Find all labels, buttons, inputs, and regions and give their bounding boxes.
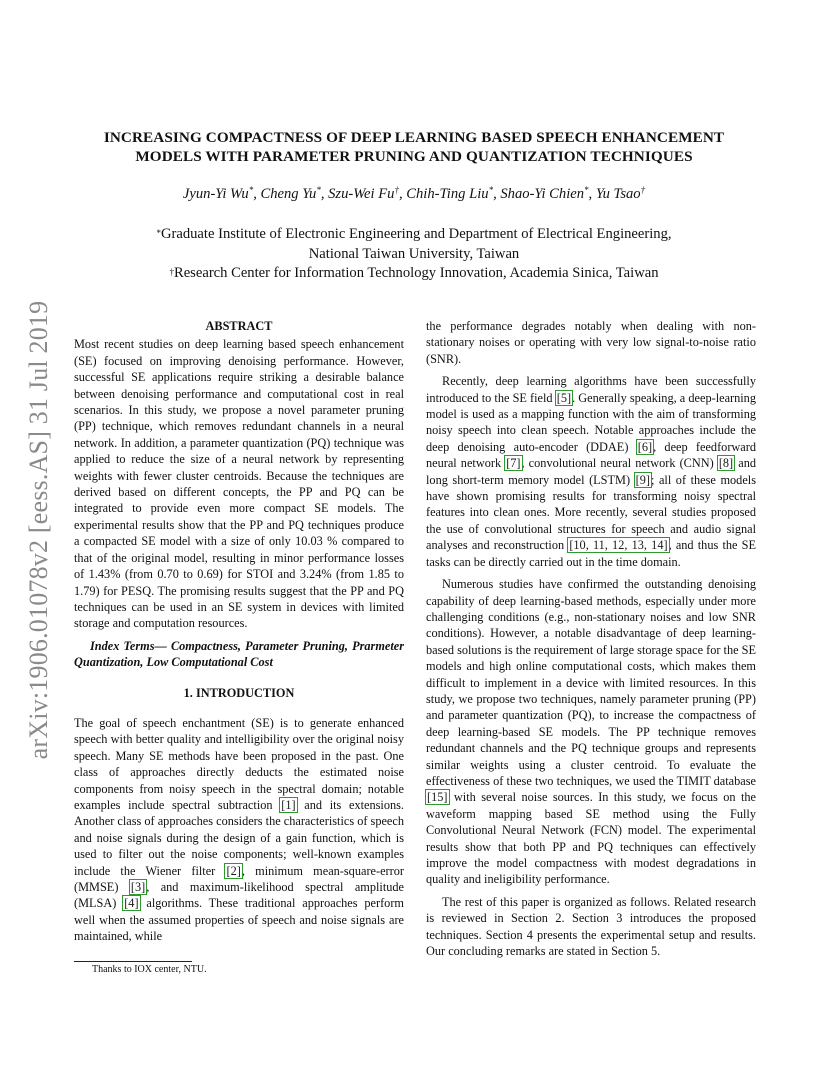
author-mark: † [640, 185, 646, 195]
footnote-rule [74, 961, 192, 962]
right-column [426, 318, 756, 959]
intro-heading: 1. INTRODUCTION [183, 685, 295, 700]
citation-link[interactable]: [2] [226, 863, 241, 878]
paragraph-text: , and thus the SE tasks can be directly carried out in the time domain. [426, 538, 756, 569]
intro-paragraph-1 [74, 715, 404, 945]
author-list: Jyun-Yi Wu*, Cheng Yu*, Szu-Wei Fu†, Chih-Ting Liu*, Shao-Yi Chien*, Yu Tsao† [182, 185, 646, 202]
index-terms-text: Compactness, Parameter Pruning, Prarmeter Quantization, Low Computational Cost [74, 638, 405, 670]
author-name: Shao-Yi Chien [500, 186, 585, 202]
citation-link[interactable]: [8] [718, 456, 734, 471]
paragraph-text: . Generally speaking, a deep-learning model is used as a mapping function with the aim of transforming noisy speech into clean speech. Notable approaches include the deep denoising auto-encoder (DDAE) [426, 390, 756, 454]
citation-link[interactable]: [9] [635, 472, 650, 487]
author-name: Cheng Yu [260, 186, 317, 202]
citation-link[interactable]: [5] [556, 390, 572, 405]
paragraph-text: Recently, deep learning algorithms have been successfully introduced to the SE field [426, 374, 756, 405]
paragraph-text: with several noise sources. In this study, we focus on the waveform mapping based SE method using the Fully Convolutional Neural Network (FCN) model. The experimental results show that both PP and PQ techniques can effectively improve the model compactness with modest degradations in quality and ineligibility performance. [426, 790, 756, 887]
author-name: Yu Tsao [595, 186, 641, 202]
author-mark: * [584, 185, 589, 195]
intro-paragraph-2 [426, 373, 756, 570]
intro-paragraph-1-continued: the performance degrades notably when dealing with non-stationary noises or operating with very low signal-to-noise ratio (SNR). [426, 319, 756, 366]
author-mark: * [316, 185, 321, 195]
author-name: Jyun-Yi Wu [182, 186, 249, 202]
title-line-2: MODELS WITH PARAMETER PRUNING AND QUANTIZATION TECHNIQUES [135, 148, 693, 165]
paragraph-text: algorithms. These traditional approaches perform well when the assumed properties of speech and noise signals are maintained, while [74, 896, 404, 944]
paragraph-text: , deep feedforward neural network [426, 439, 757, 471]
intro-paragraph-3 [426, 576, 756, 888]
affiliation-1-line-2: National Taiwan University, Taiwan [308, 245, 520, 262]
paragraph-text: Numerous studies have confirmed the outstanding denoising capability of deep learning-based methods, especially under more challenging conditions (e.g., non-stationary noises and low SNR conditions). However, a notable disadvantage of deep learning-based solutions is the requirement of large storage space for the SE models and high online computational costs, which makes them difficult to implement in a device with limited resources. In this study, we propose two techniques, namely parameter pruning (PP) and parameter quantization (PQ), to increase the compactness of deep learning-based SE models. The PP technique removes redundant channels and the PQ technique groups and represents similar weights using a cluster centroid. To evaluate the effectiveness of these two techniques, we used the TIMIT database [426, 577, 756, 788]
citation-link[interactable]: [4] [124, 896, 139, 911]
author-name: Szu-Wei Fu [328, 186, 395, 202]
index-terms [74, 638, 404, 671]
abstract-heading: ABSTRACT [205, 319, 273, 333]
affiliation-2: Research Center for Information Technology Innovation, Academia Sinica, Taiwan [173, 265, 659, 281]
author-name: Chih-Ting Liu [406, 186, 489, 202]
paragraph-text: , and maximum-likelihood spectral amplitude (MLSA) [74, 880, 404, 911]
paragraph-text: , minimum mean-square-error (MMSE) [74, 863, 404, 894]
citation-link[interactable]: [3] [130, 880, 146, 894]
paragraph-text: , convolutional neural network (CNN) [521, 456, 718, 471]
paragraph-text: and long short-term memory model (LSTM) [426, 456, 756, 487]
paper-title [60, 128, 768, 166]
citation-link[interactable]: [15] [427, 790, 448, 805]
abstract-text: Most recent studies on deep learning based speech enhancement (SE) focused on improving denoising performance. However, successful SE applications require striking a desirable balance between denoising performance and computational cost in real scenarios. In this study, we propose a novel parameter pruning (PP) technique, which removes redundant channels in a neural network. In addition, a parameter quantization (PQ) technique was applied to reduce the size of a neural network by representing weights with fewer cluster centroids. Because the techniques are derived based on different concepts, the PP and PQ can be integrated to provide even more compact SE models. The experimental results show that the PP and PQ techniques produce a compacted SE model with a size of only 10.03 % compared to that of the original model, resulting in minor performance losses of 1.43% (from 0.70 to 0.69) for STOI and 3.24% (from 1.85 to 1.79) for PESQ. The promising results suggest that the PP and PQ techniques can be used in an SE system in devices with limited storage and computation resources. [74, 337, 404, 631]
citation-link[interactable]: [6] [637, 439, 653, 454]
arxiv-stamp [16, 290, 62, 770]
arxiv-stamp-text: arXiv:1906.01078v2 [eess.AS] 31 Jul 2019 [24, 300, 53, 760]
intro-paragraph-4: The rest of this paper is organized as follows. Related research is reviewed in Section 2. Section 3 introduces the proposed techniques. Section 4 presents the experimental setup and results. Our concluding remarks are stated in Section 5. [426, 894, 756, 959]
title-line-1: INCREASING COMPACTNESS OF DEEP LEARNING BASED SPEECH ENHANCEMENT [103, 129, 725, 146]
left-column [74, 318, 404, 945]
paragraph-text: ; all of these models have shown promising results for transforming noisy spectral features into clean ones. More recently, several studies proposed the use of convolutional structures for speech and audio signal analyses and reconstruction [426, 472, 756, 553]
affiliation-mark: † [169, 267, 174, 277]
affiliation-1-line-1: Graduate Institute of Electronic Engineering and Department of Electrical Engineering, [160, 226, 672, 242]
affiliation-mark: * [156, 228, 161, 238]
paragraph-text: The goal of speech enchantment (SE) is to generate enhanced speech with better quality and intelligibility over the original noisy speech. Many SE methods have been proposed in the past. One class of approaches directly deducts the estimated noise components from noisy speech in the spectral domain; notable examples include spectral subtraction [74, 715, 404, 812]
footnote: Thanks to IOX center, NTU. [92, 964, 207, 975]
citation-link[interactable]: [10, 11, 12, 13, 14] [569, 538, 668, 553]
citation-link[interactable]: [7] [506, 456, 521, 471]
paragraph-text: and its extensions. Another class of approaches considers the characteristics of speech and noise signals during the design of a gain function, which is used to filter out the noise components; well-known examples include the Wiener filter [74, 797, 404, 878]
author-mark: * [488, 185, 494, 195]
citation-link[interactable]: [1] [281, 797, 296, 812]
affiliations [60, 225, 768, 284]
author-mark: † [394, 185, 399, 195]
author-mark: * [248, 185, 254, 195]
index-terms-label: Index Terms— [90, 638, 167, 653]
